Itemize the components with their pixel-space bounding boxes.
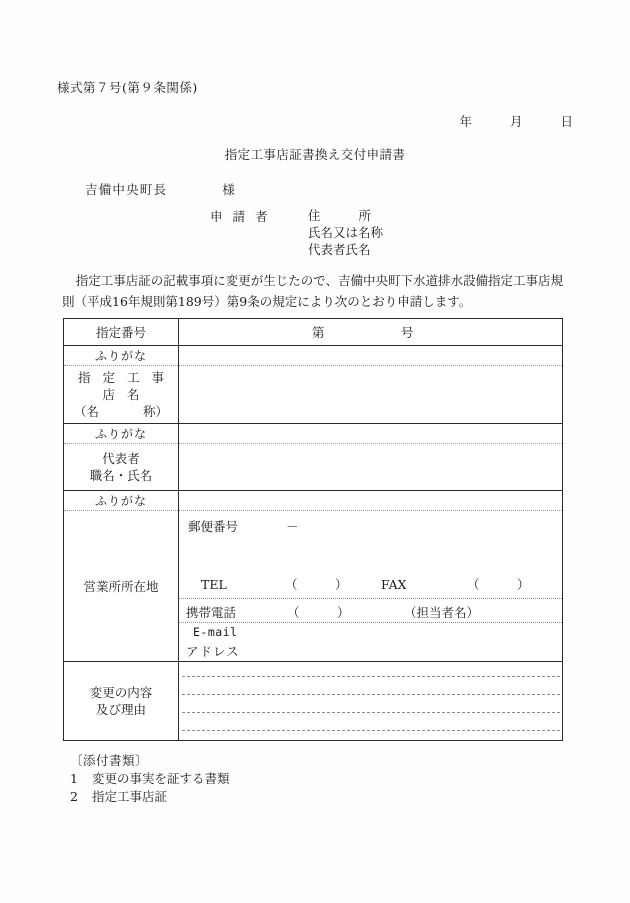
change-reason-label <box>64 681 178 721</box>
representative-value-cell[interactable] <box>179 444 563 491</box>
furigana-label-shop: ふりがな <box>64 346 179 366</box>
shop-name-value-cell[interactable] <box>179 366 563 424</box>
change-reason-line-3 <box>182 712 560 713</box>
designation-number-suffix: 号 <box>401 325 414 340</box>
shop-name-label <box>64 366 178 423</box>
office-address-main[interactable] <box>179 511 562 599</box>
applicant-label: 申 請 者 <box>210 209 271 224</box>
postal-code-row <box>188 517 299 535</box>
document-title: 指定工事店証書換え交付申請書 <box>224 147 406 162</box>
table-row-office-address <box>64 511 563 662</box>
shop-name-label-cell <box>64 366 179 424</box>
application-table <box>63 318 563 741</box>
attachment-item-2 <box>70 788 230 806</box>
attachment-item-1-text: 変更の事実を証する書類 <box>92 771 230 786</box>
designation-number-prefix: 第 <box>312 325 325 340</box>
furigana-label-address: ふりがな <box>64 491 179 511</box>
mobile-phone-paren: （ ） <box>287 605 350 620</box>
applicant-address-char-1: 住 <box>308 208 321 223</box>
table-row-furigana-representative <box>64 424 563 444</box>
representative-label-line2: 職名・氏名 <box>89 468 153 483</box>
office-address-label: 営業所所在地 <box>83 578 159 594</box>
office-address-value-cell[interactable] <box>179 511 563 662</box>
applicant-fields <box>308 207 383 258</box>
change-reason-label-cell <box>64 662 179 741</box>
postal-code-dash: － <box>286 519 299 534</box>
shop-name-label-line1: 指 定 工 事 店 名 <box>78 370 168 402</box>
applicant-address-row <box>308 207 383 224</box>
change-reason-label-line1: 変更の内容 <box>89 685 153 700</box>
office-address-label-cell <box>64 511 179 662</box>
email-label-line1: E-mail <box>193 625 238 639</box>
date-year: 年 <box>459 114 473 129</box>
change-reason-line-4 <box>182 730 560 731</box>
table-row-representative <box>64 444 563 491</box>
change-reason-value-cell[interactable] <box>179 662 563 741</box>
form-number: 様式第７号(第９条関係) <box>57 80 198 95</box>
change-reason-line-1 <box>182 676 560 677</box>
fax-paren: （ ） <box>467 577 530 592</box>
table-row-change-reason <box>64 662 563 741</box>
designation-number-label-cell <box>64 319 179 346</box>
contact-person-label: （担当者名） <box>404 605 480 620</box>
table-row-shop-name <box>64 366 563 424</box>
date-day: 日 <box>560 114 573 129</box>
attachment-item-2-text: 指定工事店証 <box>92 789 168 804</box>
addressee <box>85 180 235 198</box>
change-reason-label-line2: 及び理由 <box>95 702 146 717</box>
tel-paren: （ ） <box>285 577 348 592</box>
shop-name-input-area[interactable] <box>179 369 562 421</box>
change-reason-write-area[interactable] <box>179 662 562 740</box>
postal-code-label: 郵便番号 <box>188 519 239 534</box>
email-label-line2: アドレス <box>186 644 240 659</box>
table-row-designation-number <box>64 319 563 346</box>
attachment-item-1 <box>70 770 230 788</box>
furigana-value-address[interactable] <box>179 491 563 511</box>
attachment-item-1-number: 1 <box>70 771 78 786</box>
shop-name-label-open: （名 <box>73 404 99 419</box>
applicant-name-label: 氏名又は名称 <box>308 225 384 240</box>
furigana-value-shop[interactable] <box>179 346 563 366</box>
mobile-phone-label: 携帯電話 <box>186 605 237 620</box>
body-paragraph <box>62 270 568 312</box>
change-reason-line-2 <box>182 694 560 695</box>
fax-label: FAX <box>381 577 407 592</box>
email-row[interactable] <box>179 623 562 661</box>
attachments-section <box>70 752 230 806</box>
applicant-representative-label: 代表者氏名 <box>308 242 371 257</box>
addressee-honorific: 様 <box>222 182 235 197</box>
table-row-furigana-address <box>64 491 563 511</box>
table-row-furigana-shop <box>64 346 563 366</box>
designation-number-value-cell[interactable] <box>179 319 563 346</box>
tel-fax-row[interactable] <box>201 575 530 593</box>
date-line <box>0 112 573 130</box>
representative-input-area[interactable] <box>179 444 562 490</box>
attachment-item-2-number: 2 <box>70 789 78 804</box>
representative-label <box>64 447 178 487</box>
attachments-heading: 〔添付書類〕 <box>70 753 149 768</box>
tel-label: TEL <box>201 577 227 592</box>
furigana-label-representative: ふりがな <box>64 424 179 444</box>
body-line-2: 規則（平成16年規則第189号）第9条の規定により次のとおり申請します。 <box>62 273 564 309</box>
representative-label-line1: 代表者 <box>102 451 140 466</box>
office-address-stack <box>179 511 562 661</box>
body-line-1: 指定工事店証の記載事項に変更が生じたので、吉備中央町下水道排水設備指定工事店 <box>75 273 551 288</box>
addressee-name: 吉備中央町長 <box>85 182 168 197</box>
applicant-address-label <box>308 207 371 224</box>
applicant-address-char-2: 所 <box>358 208 372 223</box>
furigana-value-representative[interactable] <box>179 424 563 444</box>
shop-name-label-close: 称） <box>143 404 169 419</box>
designation-number-field[interactable] <box>179 319 562 345</box>
representative-label-cell <box>64 444 179 491</box>
mobile-phone-row[interactable] <box>179 599 562 623</box>
date-month: 月 <box>510 114 523 129</box>
designation-number-label: 指定番号 <box>95 324 146 340</box>
shop-name-label-line2 <box>74 403 168 420</box>
